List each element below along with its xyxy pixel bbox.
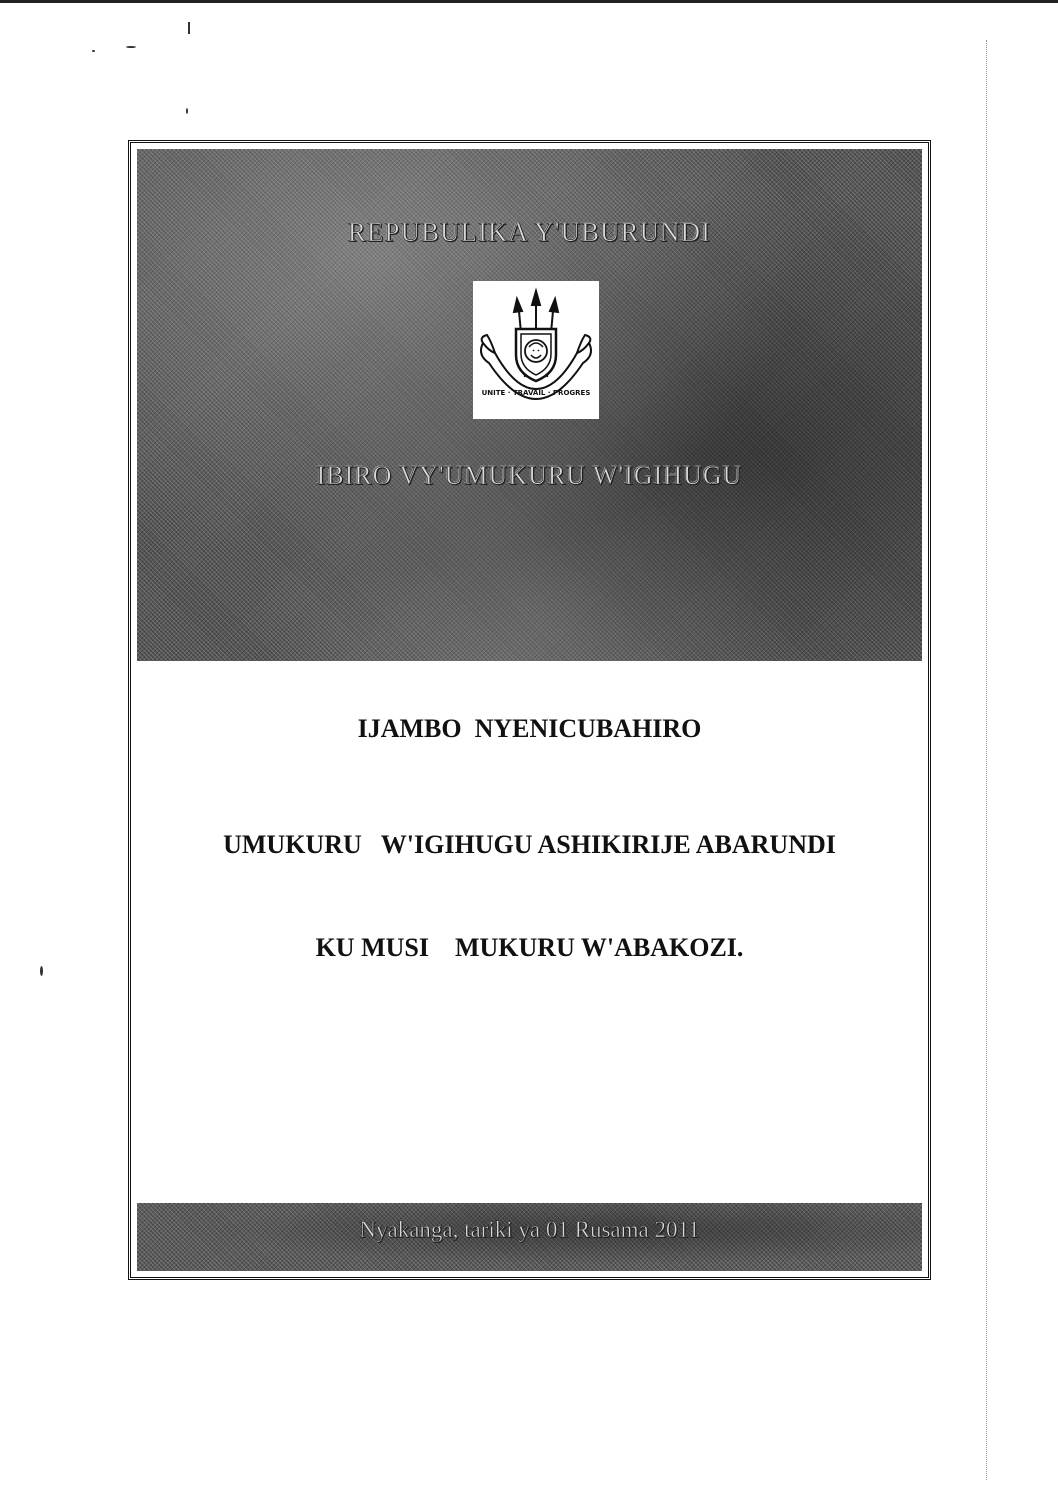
emblem-motto: UNITE · TRAVAIL · PROGRES	[481, 389, 591, 397]
speech-title: IJAMBO NYENICUBAHIRO	[357, 714, 702, 743]
scan-speck	[92, 50, 95, 52]
cover-frame	[128, 140, 931, 1280]
scan-speck	[188, 22, 190, 34]
scan-speck	[126, 46, 136, 48]
footer-band	[137, 1203, 922, 1271]
scan-speck	[186, 108, 188, 114]
scan-margin-line	[986, 40, 987, 1480]
speech-subtitle: UMUKURU W'IGIHUGU ASHIKIRIJE ABARUNDI	[223, 830, 836, 859]
burundi-coat-of-arms-icon	[473, 281, 599, 419]
scan-top-edge	[0, 0, 1058, 3]
date-line: Nyakanga, tariki ya 01 Rusama 2011	[359, 1217, 700, 1242]
country-heading: REPUBULIKA Y'UBURUNDI	[347, 217, 712, 247]
header-panel	[137, 149, 922, 661]
emblem	[473, 281, 599, 419]
speech-occasion: KU MUSI MUKURU W'ABAKOZI.	[315, 933, 744, 962]
scan-speck	[40, 966, 43, 976]
office-heading: IBIRO VY'UMUKURU W'IGIHUGU	[316, 461, 743, 490]
